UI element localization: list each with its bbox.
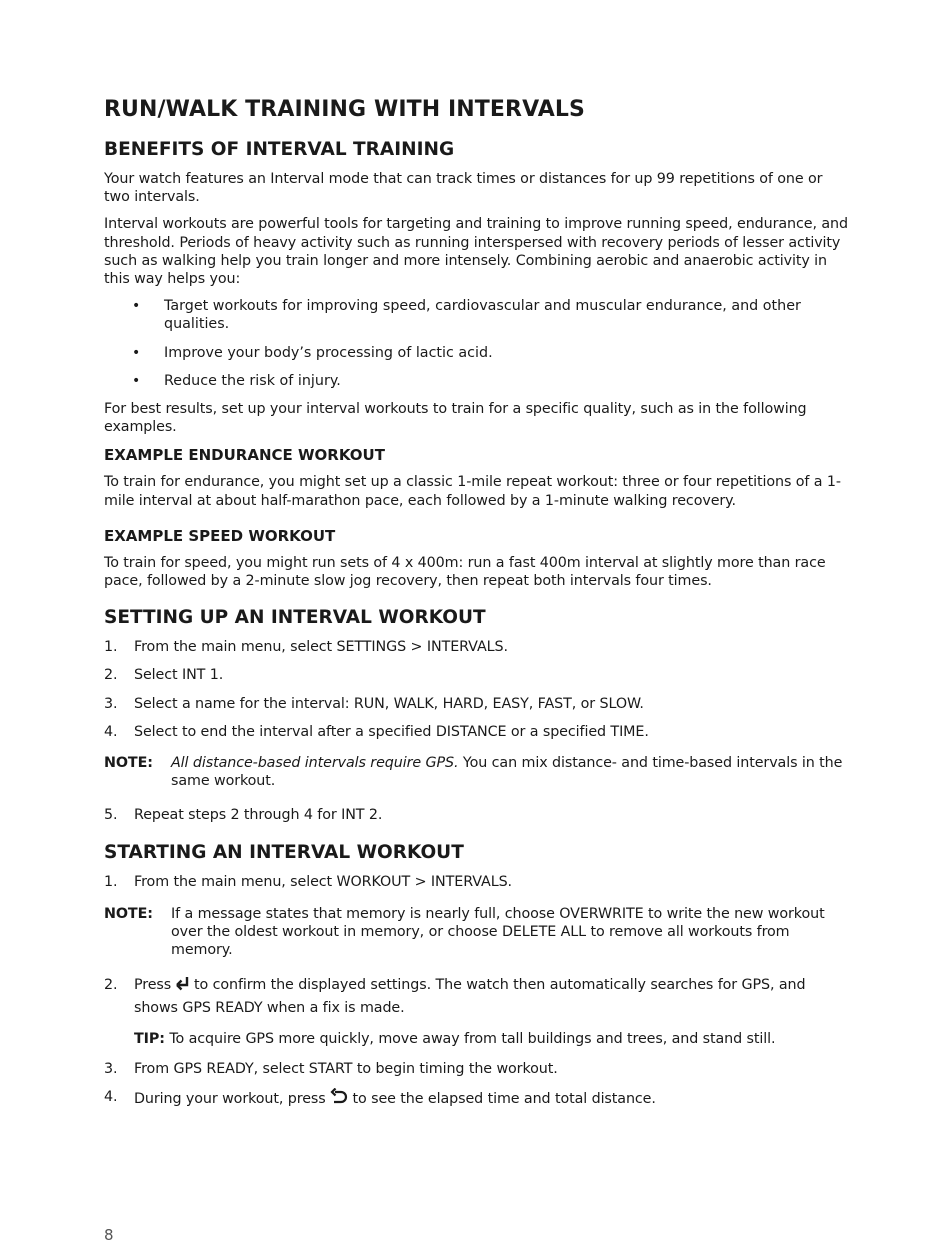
endurance-heading: EXAMPLE ENDURANCE WORKOUT (104, 446, 385, 465)
benefits-list (104, 297, 850, 390)
benefits-paragraph-1: Your watch features an Interval mode that can track times or distances for up 99 repetitions of one or two intervals. (104, 171, 823, 206)
endurance-text: To train for endurance, you might set up a classic 1-mile repeat workout: three or four repetitions of a 1-mile interval at about half-marathon pace, each followed by a 1-minute walking recovery. (104, 474, 841, 509)
bullet-icon: • (132, 344, 141, 361)
start-note: NOTE: If a message states that memory is nearly full, choose OVERWRITE to write the new workout over the oldest workout in memory, or choose DELETE ALL to remove all workouts from memory. (104, 905, 825, 959)
speed-heading: EXAMPLE SPEED WORKOUT (104, 526, 336, 545)
bullet-icon: • (132, 372, 141, 389)
benefits-paragraph-2: Interval workouts are powerful tools for targeting and training to improve running speed, endurance, and threshold. Periods of heavy activity such as running interspersed with recovery periods of lesser activity such as walking help you train longer and more intensely. Combining aerobic and anaerobic activity in this way helps you: (104, 216, 848, 288)
benefits-heading: BENEFITS OF INTERVAL TRAINING (104, 139, 455, 160)
setup-step: 3. Select a name for the interval: RUN, WALK, HARD, EASY, FAST, or SLOW. (104, 695, 644, 712)
start-tip: TIP: To acquire GPS more quickly, move away from tall buildings and trees, and stand still. (134, 1031, 776, 1048)
start-heading: STARTING AN INTERVAL WORKOUT (104, 841, 464, 863)
page-title: RUN/WALK TRAINING WITH INTERVALS (104, 97, 585, 122)
start-step: 2. Press to confirm the displayed settings. The watch then automatically searches for GPS, and shows GPS READY when a fix is made. (104, 977, 806, 1017)
bullet-icon: • (132, 298, 141, 315)
setup-step: 5. Repeat steps 2 through 4 for INT 2. (104, 807, 383, 824)
start-step: 3. From GPS READY, select START to begin timing the workout. (104, 1060, 558, 1077)
note-label: NOTE: (104, 905, 153, 922)
setup-heading: SETTING UP AN INTERVAL WORKOUT (104, 607, 486, 629)
list-item: • Improve your body’s processing of lactic acid. (132, 344, 493, 361)
setup-step: 1. From the main menu, select SETTINGS > INTERVALS. (104, 639, 508, 656)
list-item: • Reduce the risk of injury. (132, 372, 341, 389)
note-label: NOTE: (104, 755, 153, 772)
back-icon (330, 1088, 348, 1111)
benefits-paragraph-3: For best results, set up your interval workouts to train for a specific quality, such as in the following examples. (104, 401, 807, 436)
enter-icon (176, 976, 190, 998)
manual-page (104, 96, 850, 1121)
page-number: 8 (104, 1226, 114, 1244)
tip-label: TIP: (134, 1031, 165, 1048)
setup-step: 2. Select INT 1. (104, 667, 224, 684)
speed-text: To train for speed, you might run sets of 4 x 400m: run a fast 400m interval at slightly more than race pace, followed by a 2-minute slow jog recovery, then repeat both intervals four times. (104, 554, 826, 590)
note-italic: All distance-based intervals require GPS. (171, 755, 459, 772)
setup-note: NOTE: All distance-based intervals require GPS. You can mix distance- and time-based intervals in the same workout. (104, 755, 843, 790)
start-step: 1. From the main menu, select WORKOUT > INTERVALS. (104, 873, 512, 890)
start-step: 4. During your workout, press to see the elapsed time and total distance. (104, 1088, 850, 1111)
list-item: • Target workouts for improving speed, cardiovascular and muscular endurance, and other qualities. (132, 298, 801, 333)
setup-step: 4. Select to end the interval after a specified DISTANCE or a specified TIME. (104, 723, 649, 740)
